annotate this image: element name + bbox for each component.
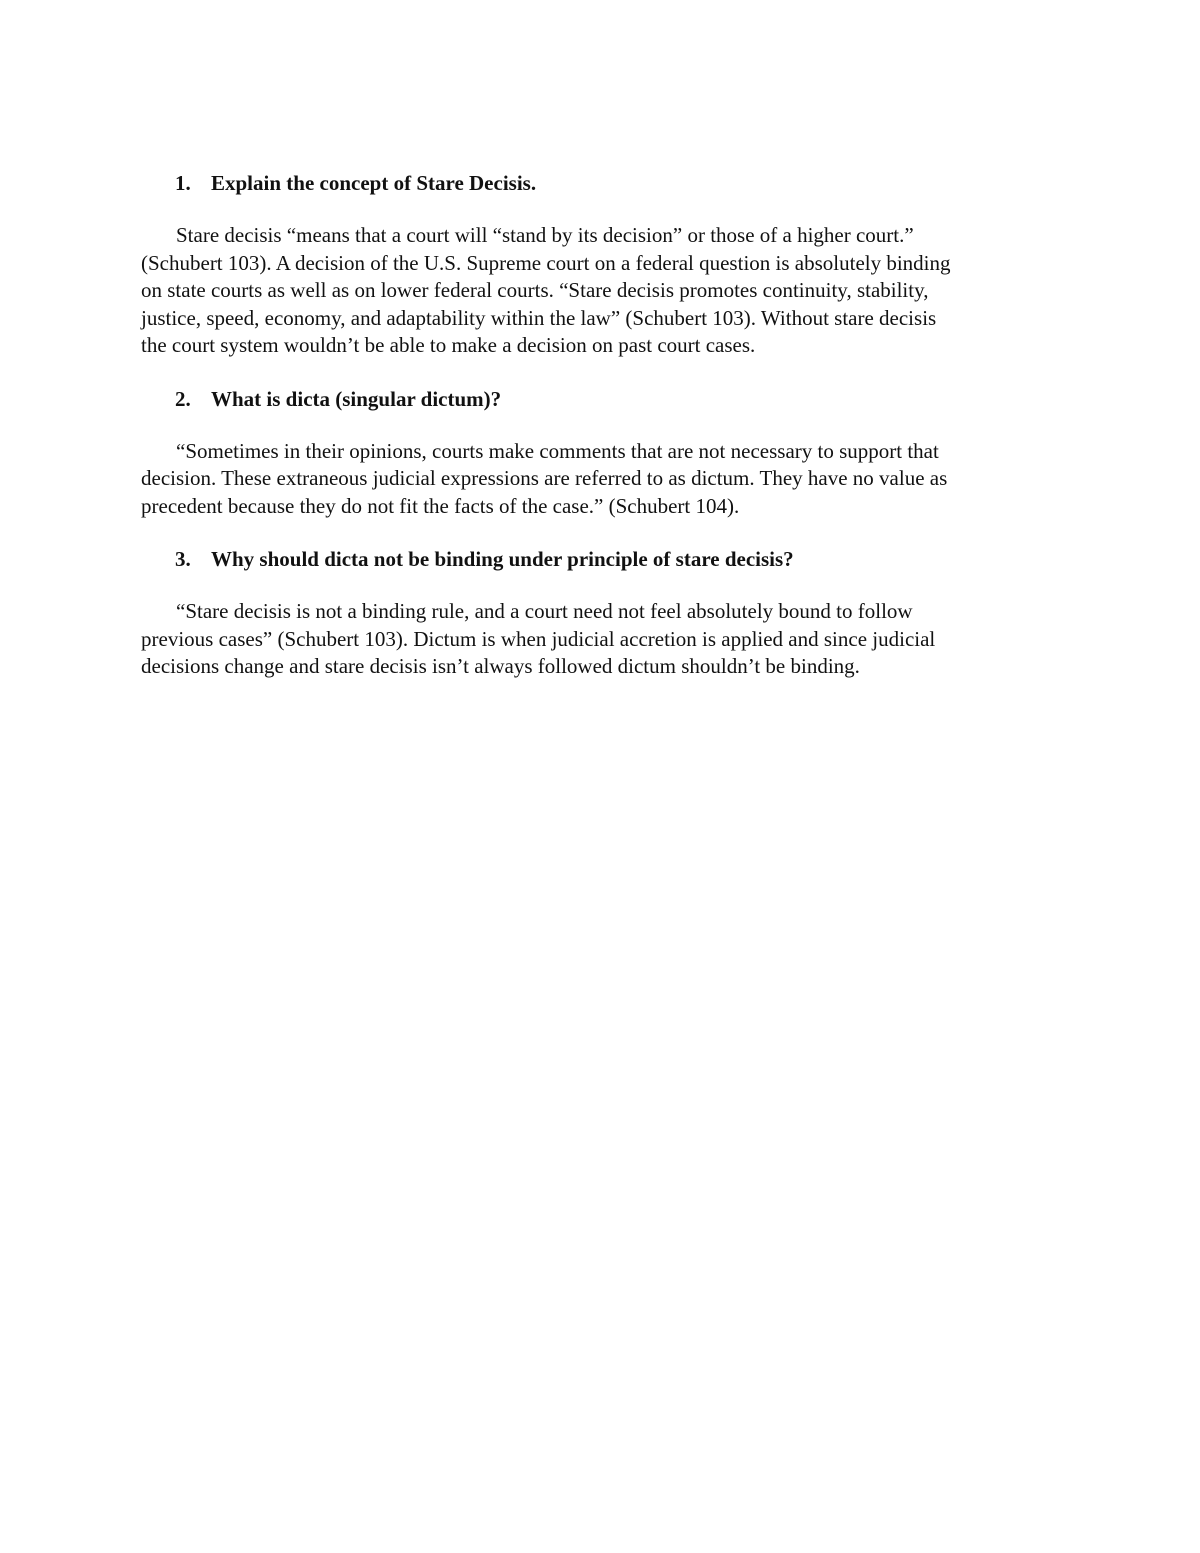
question-number: 2. (175, 386, 191, 411)
question-number: 3. (175, 547, 191, 571)
answer-line: justice, speed, economy, and adaptability within the law” (Schubert 103). Without stare decisis (141, 305, 937, 330)
question-text: What is dicta (singular dictum)? (211, 386, 502, 411)
answer-line: “Sometimes in their opinions, courts make comments that are not necessary to support that (176, 438, 939, 463)
question-text: Explain the concept of Stare Decisis. (211, 171, 537, 195)
document-body (141, 168, 1061, 681)
answer-line: decision. These extraneous judicial expressions are referred to as dictum. They have no value as (141, 466, 948, 490)
question-heading (175, 168, 1061, 198)
question-text: Why should dicta not be binding under principle of stare decisis? (211, 547, 794, 571)
answer-line: precedent because they do not fit the facts of the case.” (Schubert 104). (141, 493, 740, 518)
answer-line: the court system wouldn’t be able to make a decision on past court cases. (141, 333, 756, 357)
question-heading (175, 544, 1061, 574)
answer-paragraph (141, 222, 1061, 360)
answer-line: “Stare decisis is not a binding rule, and a court need not feel absolutely bound to follow (176, 599, 913, 623)
answer-paragraph (141, 438, 1061, 521)
answer-line: (Schubert 103). A decision of the U.S. Supreme court on a federal question is absolutely binding (141, 250, 951, 275)
question-heading (175, 384, 1061, 414)
answer-paragraph (141, 598, 1061, 681)
question-number: 1. (175, 171, 191, 195)
answer-line: previous cases” (Schubert 103). Dictum is when judicial accretion is applied and since judicial (141, 626, 936, 651)
answer-line: Stare decisis “means that a court will “stand by its decision” or those of a higher court.” (176, 223, 914, 247)
answer-line: on state courts as well as on lower federal courts. “Stare decisis promotes continuity, stability, (141, 278, 929, 302)
answer-line: decisions change and stare decisis isn’t always followed dictum shouldn’t be binding. (141, 654, 860, 678)
